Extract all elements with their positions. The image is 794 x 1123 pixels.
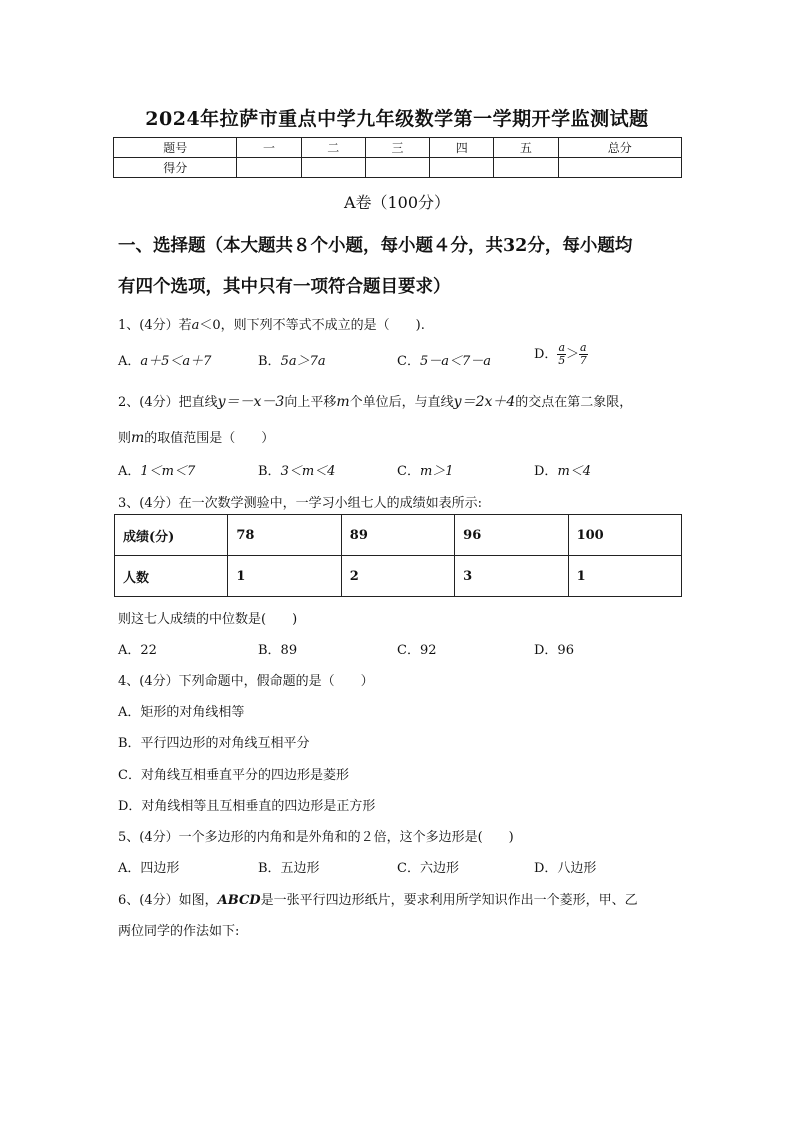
grade-cell: 78 (228, 515, 341, 556)
question-1-condition: ＜0，则下列不等式不成立的是（ ). (199, 318, 425, 333)
option-c (397, 460, 454, 479)
option-expression: 5a＞7a (280, 354, 326, 369)
question-2-variable: m (131, 430, 145, 446)
option-letter: C． (397, 464, 420, 479)
exam-title: 2024年拉萨市重点中学九年级数学第一学期开学监测试题 (145, 108, 649, 130)
volume-heading: A卷（100分） (343, 193, 451, 212)
option-c: C．对角线互相垂直平分的四边形是菱形 (118, 768, 349, 783)
option-expression: 5－a＜7－a (419, 354, 491, 369)
score-cell: 四 (430, 138, 494, 158)
question-5: 5、(4分）一个多边形的内角和是外角和的２倍，这个多边形是( ) (118, 830, 514, 845)
grade-cell: 人数 (115, 556, 228, 597)
question-2-expression2: y＝2x＋4 (453, 394, 516, 410)
question-2-prefix: 2、(4分）把直线 (118, 395, 218, 410)
question-1 (118, 314, 425, 333)
grade-cell: 89 (341, 515, 454, 556)
question-6-prefix: 6、(4分）如图， (118, 893, 218, 908)
option-a (118, 460, 195, 479)
question-5-options (118, 857, 698, 879)
score-table-score-row (114, 158, 682, 178)
question-3-prompt: 则这七人成绩的中位数是( ) (118, 612, 298, 627)
grade-cell: 100 (568, 515, 681, 556)
score-cell: 总分 (558, 138, 681, 158)
option-expression: a＋5＜a＋7 (140, 354, 212, 369)
fraction (557, 342, 566, 367)
option-c: C．六边形 (397, 861, 459, 876)
question-3-options (118, 639, 698, 661)
option-expression: 1＜m＜7 (140, 464, 196, 479)
question-6-line2: 两位同学的作法如下: (118, 924, 240, 939)
score-table (113, 137, 682, 178)
score-blank-cell (494, 158, 558, 178)
question-2-text: 则 (118, 431, 132, 446)
question-3: 3、(4分）在一次数学测验中，一学习小组七人的成绩如表所示: (118, 496, 482, 511)
score-cell: 二 (301, 138, 365, 158)
section-heading-line1: 一、选择题（本大题共８个小题，每小题４分，共32分，每小题均 (118, 236, 633, 256)
grade-cell: 2 (341, 556, 454, 597)
option-a: A．矩形的对角线相等 (118, 705, 245, 720)
fraction-numerator: a (580, 341, 587, 354)
grade-row-counts (115, 556, 682, 597)
question-2-text: 的交点在第二象限， (515, 395, 633, 410)
option-expression: m＞1 (419, 464, 454, 479)
option-letter: A． (118, 464, 141, 479)
question-2-options (118, 460, 698, 482)
fraction-denominator: 7 (579, 354, 587, 367)
grade-cell: 96 (455, 515, 568, 556)
score-cell: 五 (494, 138, 558, 158)
option-b: B．89 (258, 643, 298, 658)
score-blank-cell (237, 158, 301, 178)
option-d: D．对角线相等且互相垂直的四边形是正方形 (118, 799, 376, 814)
question-6-text: 是一张平行四边形纸片，要求利用所学知识作出一个菱形，甲、乙 (260, 893, 638, 908)
option-c (397, 350, 491, 369)
score-cell: 题号 (114, 138, 237, 158)
grade-cell: 成绩(分) (115, 515, 228, 556)
question-1-options (118, 341, 698, 372)
fraction (579, 342, 588, 367)
question-2-variable: m (336, 394, 350, 410)
option-a: A．22 (118, 643, 157, 658)
question-1-var: a (191, 318, 200, 333)
option-c: C．92 (397, 643, 437, 658)
grade-cell: 1 (228, 556, 341, 597)
grade-cell: 3 (455, 556, 568, 597)
grade-row-scores (115, 515, 682, 556)
option-letter: D． (534, 347, 558, 362)
option-expression: 3＜m＜4 (280, 464, 336, 479)
question-4: 4、(4分）下列命题中，假命题的是（ ） (118, 674, 374, 689)
option-letter: A． (118, 354, 141, 369)
question-6-line1 (118, 889, 638, 908)
question-2-text: 向上平移 (284, 395, 337, 410)
option-d: D．96 (534, 643, 574, 658)
score-blank-cell (365, 158, 429, 178)
question-1-prefix: 1、(4分）若 (118, 318, 192, 333)
option-d (534, 342, 588, 367)
option-a (118, 350, 211, 369)
fraction-denominator: 5 (558, 354, 566, 367)
score-blank-cell (558, 158, 681, 178)
question-2-text: 的取值范围是（ ） (144, 431, 275, 446)
option-b: B．五边形 (258, 861, 320, 876)
score-cell: 一 (237, 138, 301, 158)
grade-cell: 1 (568, 556, 681, 597)
option-d: D．八边形 (534, 861, 597, 876)
score-blank-cell (301, 158, 365, 178)
question-2-line2 (118, 427, 274, 446)
option-b: B．平行四边形的对角线互相平分 (118, 736, 310, 751)
score-row-label: 得分 (114, 158, 237, 178)
option-letter: D． (534, 464, 558, 479)
grade-table (114, 514, 682, 597)
option-b (258, 460, 335, 479)
question-2-text: 个单位后，与直线 (349, 395, 454, 410)
option-b (258, 350, 326, 369)
fraction-numerator: a (558, 341, 565, 354)
option-expression: m＜4 (557, 464, 592, 479)
score-cell: 三 (365, 138, 429, 158)
relation-sign: ＞ (566, 347, 580, 362)
score-table-header-row (114, 138, 682, 158)
option-a: A．四边形 (118, 861, 180, 876)
option-letter: B． (258, 354, 281, 369)
option-letter: B． (258, 464, 281, 479)
section-heading-line2: 有四个选项，其中只有一项符合题目要求） (118, 277, 451, 297)
option-letter: C． (397, 354, 420, 369)
question-2-expression1: y＝－x－3 (217, 394, 285, 410)
question-2-line1 (118, 391, 632, 411)
option-d (534, 460, 591, 479)
score-blank-cell (430, 158, 494, 178)
question-6-abcd: ABCD (217, 893, 261, 908)
